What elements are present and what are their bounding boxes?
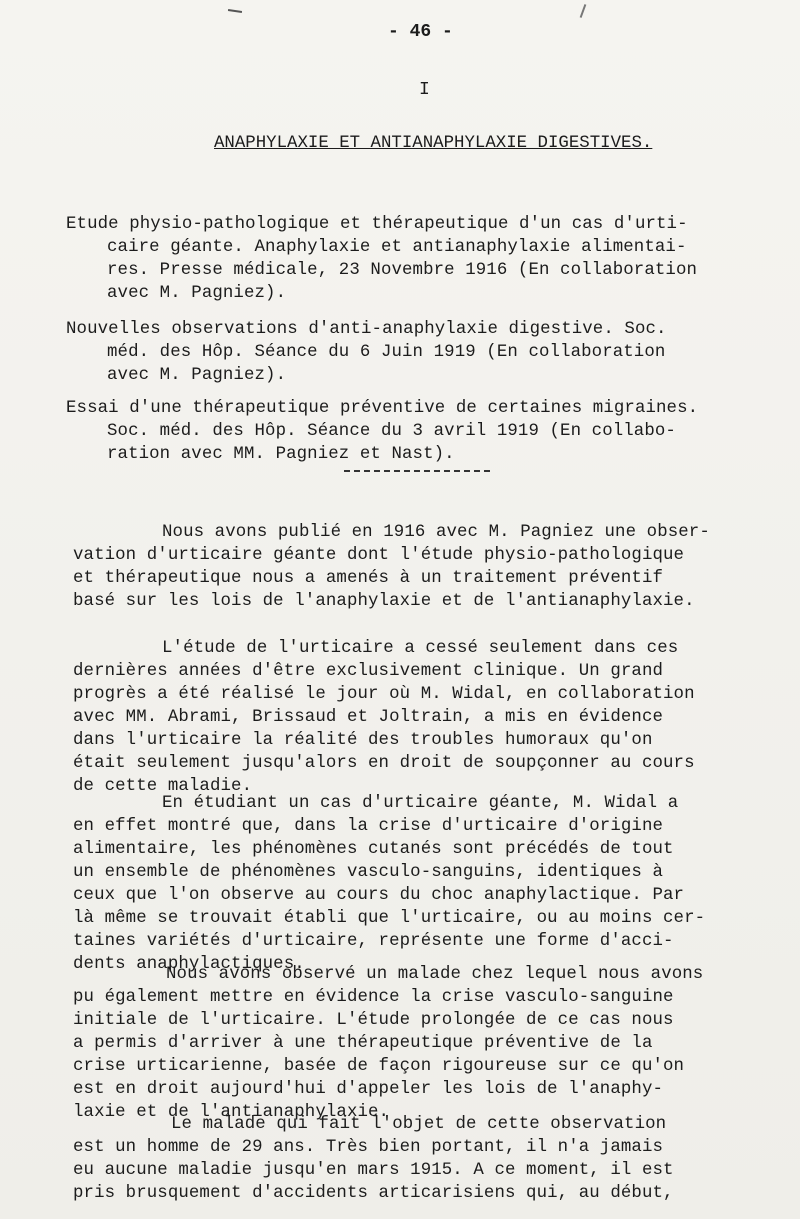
reference-line: avec M. Pagniez). [107, 366, 287, 385]
reference-line: Etude physio-pathologique et thérapeutique d'un cas d'urti- [66, 215, 688, 234]
body-line: progrès a été réalisé le jour où M. Widal, en collaboration [73, 685, 695, 704]
reference-line: Soc. méd. des Hôp. Séance du 3 avril 1919 (En collabo- [107, 422, 676, 441]
body-line: crise urticarienne, basée de façon rigoureuse sur ce qu'on [73, 1057, 685, 1076]
reference-line: ration avec MM. Pagniez et Nast). [107, 445, 455, 464]
body-line: laxie et de l'antianaphylaxie. [73, 1103, 390, 1122]
body-line: eu aucune maladie jusqu'en mars 1915. A ce moment, il est [73, 1161, 674, 1180]
scan-mark [228, 9, 242, 13]
body-line: avec MM. Abrami, Brissaud et Joltrain, a mis en évidence [73, 708, 664, 727]
body-line: et thérapeutique nous a amenés à un traitement préventif [73, 569, 664, 588]
body-line: pris brusquement d'accidents articarisiens qui, au début, [73, 1184, 674, 1203]
body-line: là même se trouvait établi que l'urticaire, ou au moins cer- [73, 909, 706, 928]
body-line: dans l'urticaire la réalité des troubles humoraux qu'on [73, 731, 653, 750]
page-number: - 46 - [388, 22, 453, 42]
body-line: un ensemble de phénomènes vasculo-sanguins, identiques à [73, 863, 664, 882]
body-line: dernières années d'être exclusivement clinique. Un grand [73, 662, 664, 681]
reference-line: caire géante. Anaphylaxie et antianaphylaxie alimentai- [107, 238, 687, 257]
body-line: était seulement jusqu'alors en droit de soupçonner au cours [73, 754, 695, 773]
body-line: L'étude de l'urticaire a cessé seulement dans ces [162, 639, 679, 658]
scan-mark [580, 4, 587, 18]
body-line: Nous avons publié en 1916 avec M. Pagniez une obser- [162, 523, 710, 542]
body-line: ceux que l'on observe au cours du choc anaphylactique. Par [73, 886, 685, 905]
body-line: initiale de l'urticaire. L'étude prolongée de ce cas nous [73, 1011, 674, 1030]
body-line: alimentaire, les phénomènes cutanés sont précédés de tout [73, 840, 674, 859]
body-line: En étudiant un cas d'urticaire géante, M. Widal a [162, 794, 679, 813]
body-line: pu également mettre en évidence la crise vasculo-sanguine [73, 988, 674, 1007]
separator-rule [344, 470, 490, 472]
reference-line: Nouvelles observations d'anti-anaphylaxie digestive. Soc. [66, 320, 667, 339]
body-line: dents anaphylactiques. [73, 955, 305, 974]
reference-line: avec M. Pagniez). [107, 284, 287, 303]
body-line: est en droit aujourd'hui d'appeler les lois de l'anaphy- [73, 1080, 664, 1099]
body-line: en effet montré que, dans la crise d'urticaire d'origine [73, 817, 664, 836]
body-line: est un homme de 29 ans. Très bien portant, il n'a jamais [73, 1138, 664, 1157]
body-line: taines variétés d'urticaire, représente une forme d'acci- [73, 932, 674, 951]
reference-line: méd. des Hôp. Séance du 6 Juin 1919 (En collaboration [107, 343, 666, 362]
body-line: Le malade qui fait l'objet de cette observation [171, 1115, 667, 1134]
section-title: ANAPHYLAXIE ET ANTIANAPHYLAXIE DIGESTIVES. [214, 134, 653, 153]
body-line: Nous avons observé un malade chez lequel nous avons [166, 965, 704, 984]
body-line: vation d'urticaire géante dont l'étude physio-pathologique [73, 546, 685, 565]
body-line: a permis d'arriver à une thérapeutique préventive de la [73, 1034, 653, 1053]
body-line: de cette maladie. [73, 777, 253, 796]
reference-line: Essai d'une thérapeutique préventive de certaines migraines. [66, 399, 699, 418]
body-line: basé sur les lois de l'anaphylaxie et de l'antianaphylaxie. [73, 592, 695, 611]
section-number: I [419, 80, 430, 100]
reference-line: res. Presse médicale, 23 Novembre 1916 (En collaboration [107, 261, 698, 280]
